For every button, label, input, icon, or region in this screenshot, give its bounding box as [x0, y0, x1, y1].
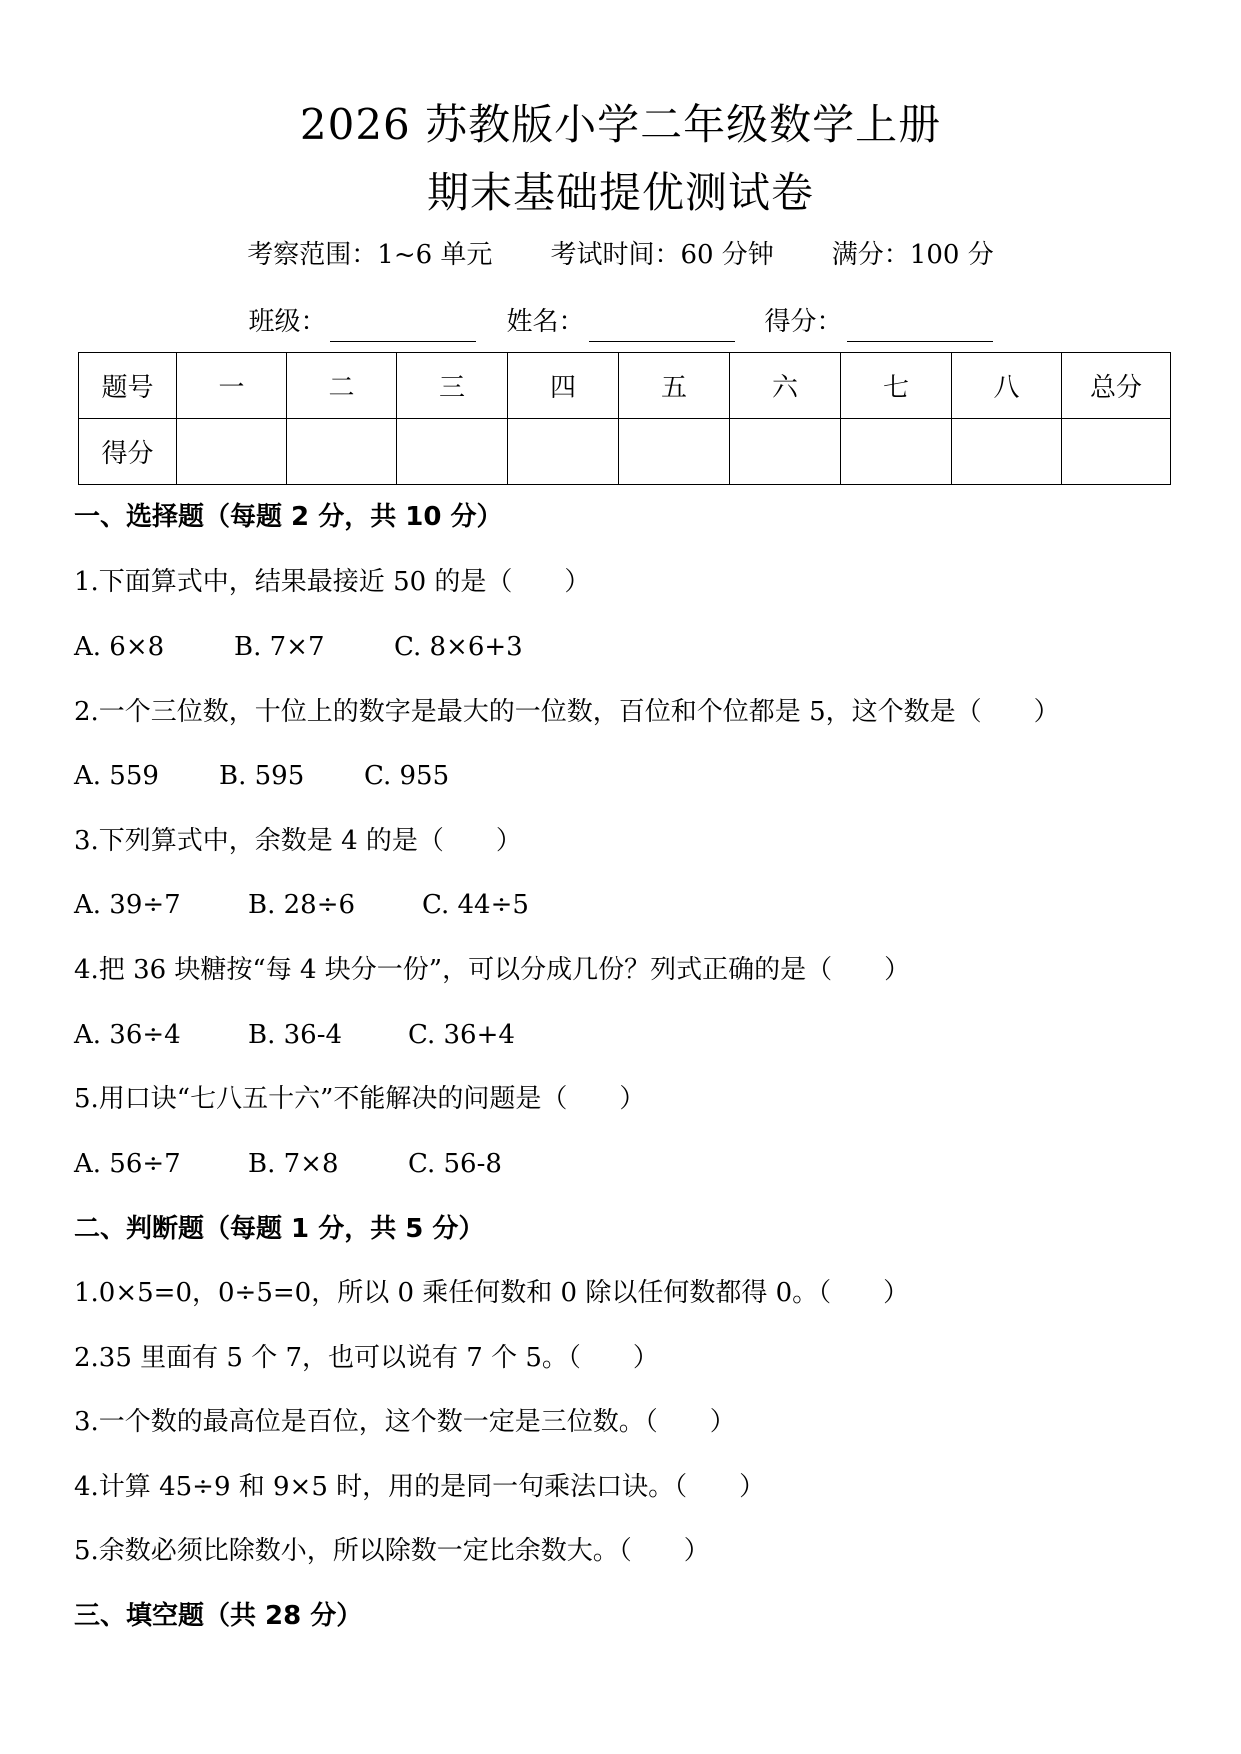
column-header-total: 总分	[1062, 353, 1171, 419]
score-cell[interactable]	[952, 419, 1062, 485]
option-b[interactable]: B. 7×7	[234, 632, 325, 662]
choice-options-2	[74, 759, 449, 793]
column-header: 二	[287, 353, 397, 419]
option-a[interactable]: A. 559	[74, 761, 159, 791]
choice-question-3: 3.下列算式中，余数是 4 的是（ ）	[74, 826, 522, 856]
true-false-question-2: 2.35 里面有 5 个 7，也可以说有 7 个 5。（ ）	[74, 1343, 659, 1373]
option-a[interactable]: A. 39÷7	[74, 890, 181, 920]
score-field	[765, 302, 993, 342]
student-info-fields	[0, 302, 1241, 342]
name-blank[interactable]	[589, 311, 735, 342]
option-c[interactable]: C. 44÷5	[422, 890, 529, 920]
choice-options-4	[74, 1018, 515, 1052]
choice-options-1	[74, 630, 523, 664]
option-a[interactable]: A. 56÷7	[74, 1149, 181, 1179]
column-header: 六	[730, 353, 841, 419]
option-b[interactable]: B. 595	[219, 761, 305, 791]
option-c[interactable]: C. 8×6+3	[394, 632, 523, 662]
choice-question-1: 1.下面算式中，结果最接近 50 的是（ ）	[74, 567, 591, 597]
column-header: 一	[177, 353, 287, 419]
choice-options-3	[74, 888, 529, 922]
score-cell-total[interactable]	[1062, 419, 1171, 485]
exam-time: 考试时间：60 分钟	[550, 240, 774, 270]
score-label: 得分：	[764, 307, 843, 337]
row-header-question-number: 题号	[79, 353, 177, 419]
table-row	[79, 419, 1171, 485]
section-heading-true-false: 二、判断题（每题 1 分，共 5 分）	[74, 1214, 485, 1244]
score-cell[interactable]	[397, 419, 508, 485]
option-a[interactable]: A. 6×8	[74, 632, 165, 662]
row-header-score: 得分	[79, 419, 177, 485]
name-label: 姓名：	[506, 307, 585, 337]
exam-scope: 考察范围：1~6 单元	[247, 240, 493, 270]
class-blank[interactable]	[330, 311, 476, 342]
option-c[interactable]: C. 36+4	[408, 1020, 515, 1050]
table-row	[79, 353, 1171, 419]
option-b[interactable]: B. 36-4	[248, 1020, 343, 1050]
name-field	[506, 302, 734, 342]
choice-question-5: 5.用口诀“七八五十六”不能解决的问题是（ ）	[74, 1084, 646, 1114]
true-false-question-5: 5.余数必须比除数小，所以除数一定比余数大。（ ）	[74, 1536, 710, 1566]
choice-options-5	[74, 1147, 502, 1181]
choice-question-2: 2.一个三位数，十位上的数字是最大的一位数，百位和个位都是 5，这个数是（ ）	[74, 697, 1060, 727]
section-heading-fill-in: 三、填空题（共 28 分）	[74, 1601, 363, 1631]
section-heading-choice: 一、选择题（每题 2 分，共 10 分）	[74, 502, 503, 532]
option-c[interactable]: C. 56-8	[408, 1149, 502, 1179]
column-header: 五	[619, 353, 730, 419]
option-a[interactable]: A. 36÷4	[74, 1020, 181, 1050]
score-cell[interactable]	[730, 419, 841, 485]
class-label: 班级：	[248, 307, 327, 337]
true-false-question-3: 3.一个数的最高位是百位，这个数一定是三位数。（ ）	[74, 1407, 736, 1437]
column-header: 八	[952, 353, 1062, 419]
column-header: 三	[397, 353, 508, 419]
class-field	[248, 302, 476, 342]
column-header: 四	[508, 353, 619, 419]
exam-full-score: 满分：100 分	[831, 240, 994, 270]
exam-info	[0, 238, 1241, 272]
choice-question-4: 4.把 36 块糖按“每 4 块分一份”，可以分成几份？列式正确的是（ ）	[74, 955, 911, 985]
true-false-question-1: 1.0×5=0，0÷5=0，所以 0 乘任何数和 0 除以任何数都得 0。（ ）	[74, 1278, 910, 1308]
column-header: 七	[841, 353, 952, 419]
true-false-question-4: 4.计算 45÷9 和 9×5 时，用的是同一句乘法口诀。（ ）	[74, 1472, 766, 1502]
score-blank[interactable]	[847, 311, 993, 342]
score-table	[78, 352, 1171, 485]
score-cell[interactable]	[508, 419, 619, 485]
exam-subtitle: 期末基础提优测试卷	[426, 168, 814, 217]
option-b[interactable]: B. 7×8	[248, 1149, 339, 1179]
score-cell[interactable]	[841, 419, 952, 485]
score-cell[interactable]	[177, 419, 287, 485]
score-cell[interactable]	[287, 419, 397, 485]
option-c[interactable]: C. 955	[364, 761, 450, 791]
score-cell[interactable]	[619, 419, 730, 485]
option-b[interactable]: B. 28÷6	[248, 890, 356, 920]
exam-title: 2026 苏教版小学二年级数学上册	[299, 100, 942, 149]
